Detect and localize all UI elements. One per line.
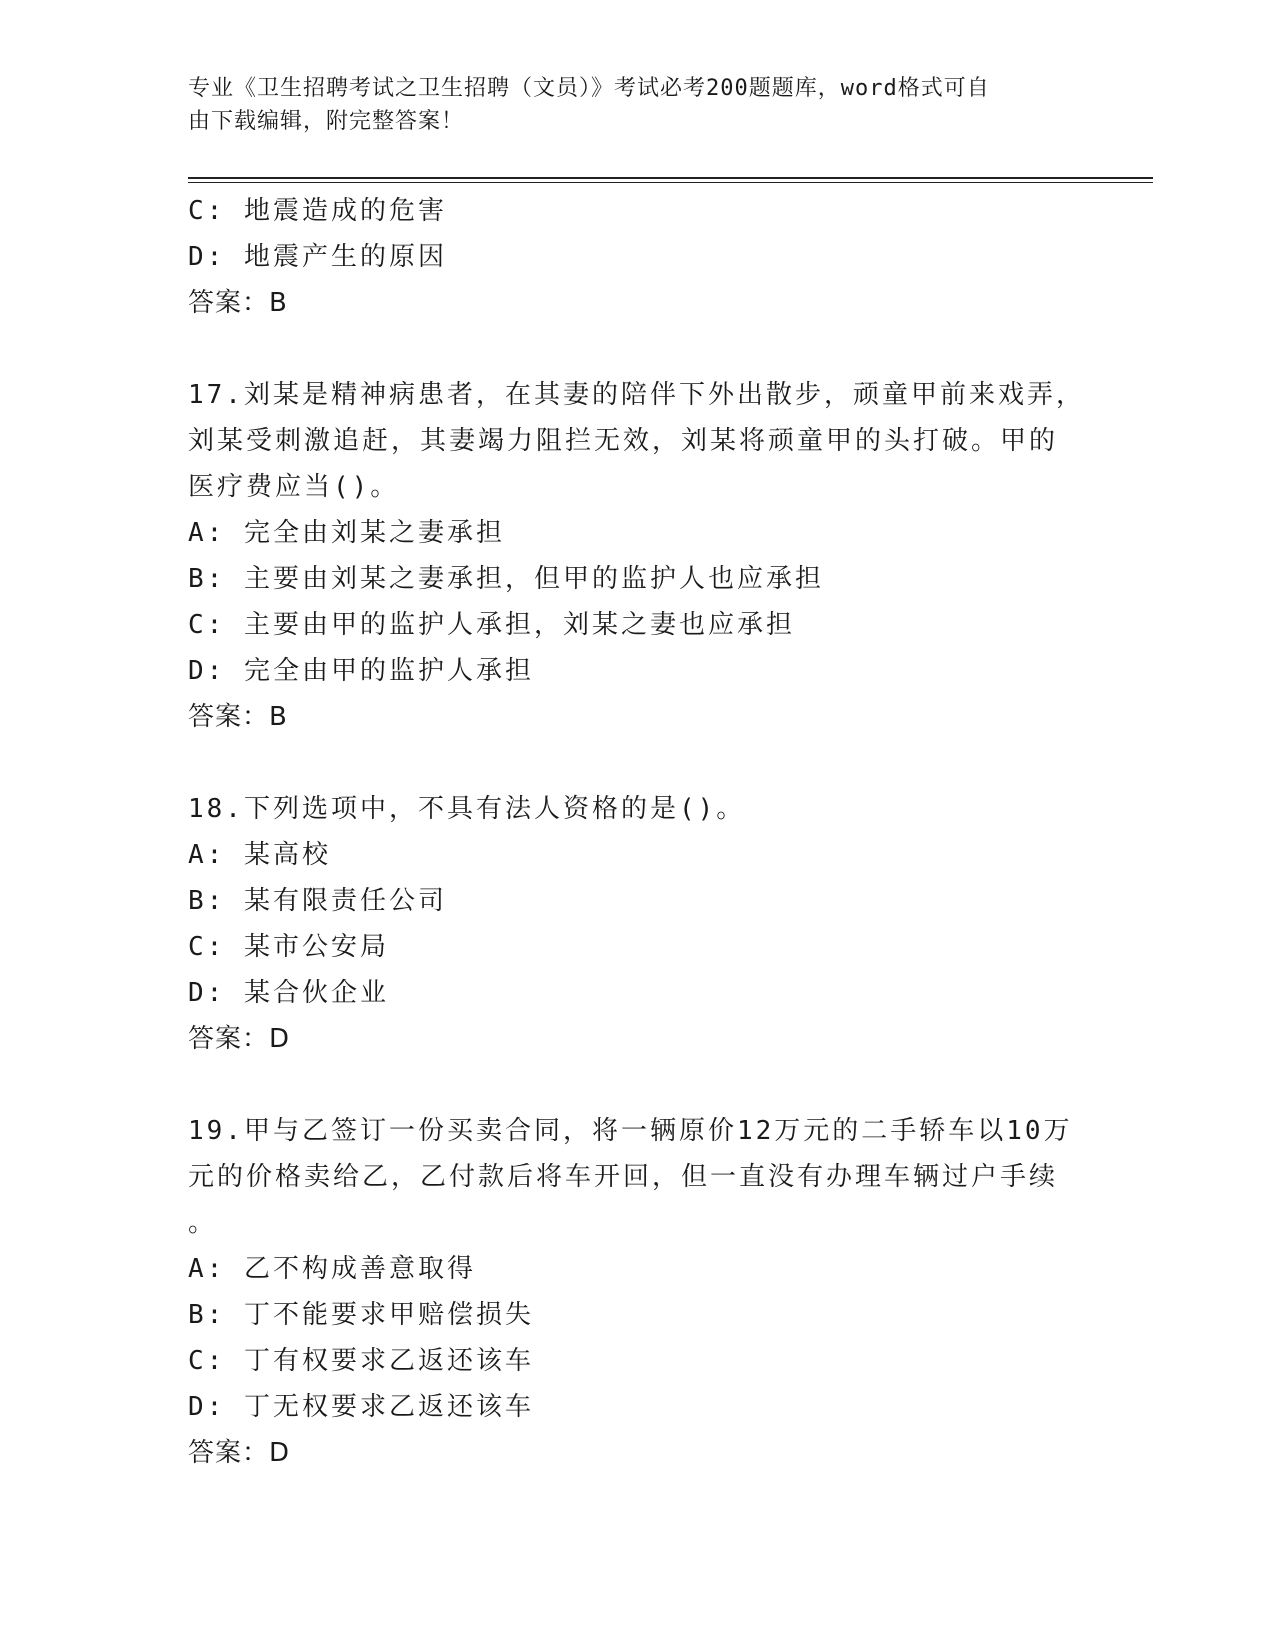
document-header bbox=[188, 72, 1088, 138]
question-17 bbox=[188, 372, 1088, 740]
answer-line: 答案：B bbox=[188, 702, 288, 732]
question-19 bbox=[188, 1108, 1088, 1476]
option-c: C: 某市公安局 bbox=[188, 932, 389, 962]
option-d: D: 地震产生的原因 bbox=[188, 242, 447, 272]
header-line-2: 由下载编辑，附完整答案！ bbox=[188, 109, 465, 134]
header-divider-thick bbox=[188, 177, 1153, 179]
option-d: D: 某合伙企业 bbox=[188, 978, 389, 1008]
answer-line: 答案：D bbox=[188, 1438, 291, 1468]
spacer bbox=[188, 1062, 1088, 1108]
question-stem-line: 17.刘某是精神病患者，在其妻的陪伴下外出散步，顽童甲前来戏弄， bbox=[188, 380, 1085, 410]
question-18 bbox=[188, 786, 1088, 1062]
option-d: D: 完全由甲的监护人承担 bbox=[188, 656, 534, 686]
header-divider-thin bbox=[188, 182, 1153, 183]
option-d: D: 丁无权要求乙返还该车 bbox=[188, 1392, 534, 1422]
option-a: A: 完全由刘某之妻承担 bbox=[188, 518, 505, 548]
question-stem-line: 医疗费应当()。 bbox=[188, 472, 400, 502]
question-list bbox=[188, 188, 1088, 1476]
answer-line: 答案：B bbox=[188, 288, 288, 318]
question-stem-line: 刘某受刺激追赶，其妻竭力阻拦无效，刘某将顽童甲的头打破。甲的 bbox=[188, 426, 1059, 456]
option-c: C: 丁有权要求乙返还该车 bbox=[188, 1346, 534, 1376]
question-stem-line: 元的价格卖给乙，乙付款后将车开回，但一直没有办理车辆过户手续 bbox=[188, 1162, 1059, 1192]
question-stem-line: 18.下列选项中，不具有法人资格的是()。 bbox=[188, 794, 746, 824]
spacer bbox=[188, 326, 1088, 372]
answer-line: 答案：D bbox=[188, 1024, 291, 1054]
question-16 bbox=[188, 188, 1088, 326]
option-c: C: 主要由甲的监护人承担，刘某之妻也应承担 bbox=[188, 610, 795, 640]
option-b: B: 某有限责任公司 bbox=[188, 886, 447, 916]
question-stem-line: 19.甲与乙签订一份买卖合同，将一辆原价12万元的二手轿车以10万 bbox=[188, 1116, 1073, 1146]
option-c: C: 地震造成的危害 bbox=[188, 196, 447, 226]
question-stem-line: 。 bbox=[188, 1208, 218, 1238]
option-b: B: 丁不能要求甲赔偿损失 bbox=[188, 1300, 534, 1330]
header-line-1: 专业《卫生招聘考试之卫生招聘（文员）》考试必考200题题库，word格式可自 bbox=[188, 76, 990, 101]
option-a: A: 乙不构成善意取得 bbox=[188, 1254, 476, 1284]
option-b: B: 主要由刘某之妻承担，但甲的监护人也应承担 bbox=[188, 564, 824, 594]
option-a: A: 某高校 bbox=[188, 840, 331, 870]
spacer bbox=[188, 740, 1088, 786]
